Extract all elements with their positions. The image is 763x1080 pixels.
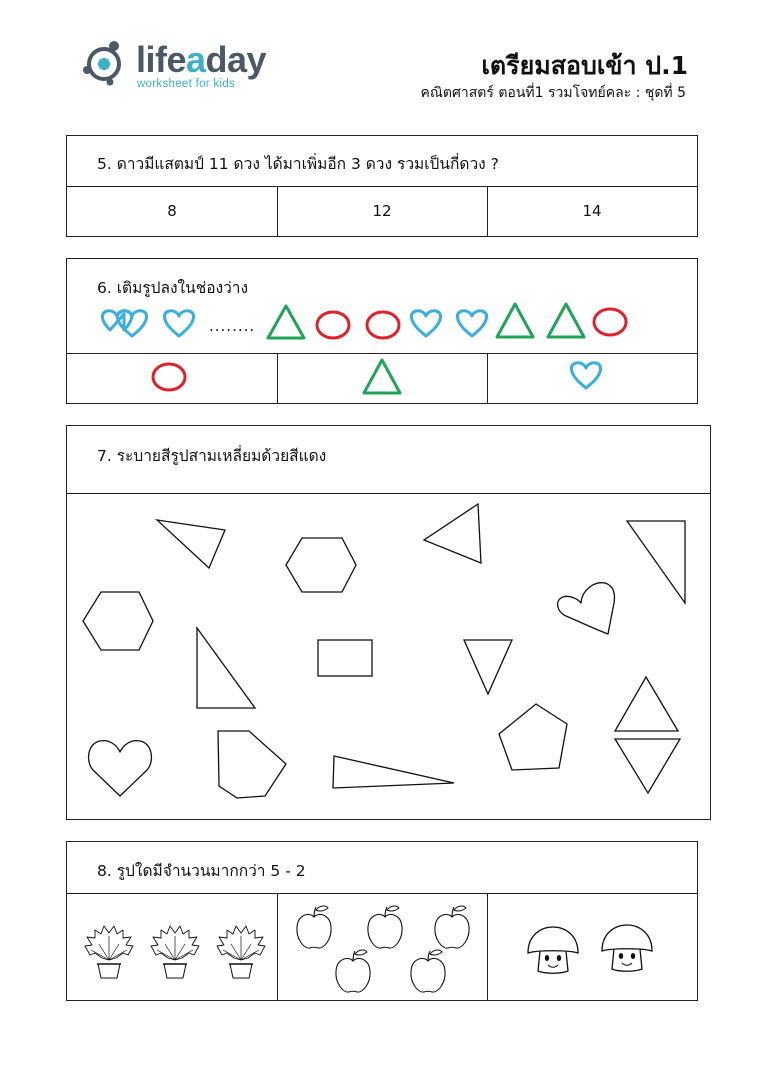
page-title: เตรียมสอบเข้า ป.1 bbox=[481, 51, 688, 80]
heart-icon bbox=[164, 311, 193, 336]
logo-molecule-icon bbox=[82, 38, 132, 88]
potted-plant-icon bbox=[151, 926, 199, 978]
triangle-shape[interactable] bbox=[157, 520, 225, 568]
heart-shape[interactable] bbox=[89, 741, 152, 796]
mushroom-group[interactable] bbox=[528, 925, 652, 973]
pattern-sequence bbox=[67, 259, 699, 405]
question-8-box bbox=[66, 841, 698, 1001]
pentagon-shape[interactable] bbox=[499, 704, 567, 770]
mushroom-icon bbox=[602, 925, 652, 971]
triangle-icon bbox=[497, 304, 533, 337]
page-subtitle: คณิตศาสตร์ ตอนที่1 รวมโจทย์คละ : ชุดที่ 5 bbox=[420, 85, 686, 101]
question-6-text: 6. เติมรูปลงในช่องว่าง bbox=[97, 279, 249, 297]
question-5-box bbox=[66, 135, 698, 237]
divider bbox=[487, 186, 488, 236]
brand-name: lifeaday bbox=[136, 39, 267, 80]
heart-shape[interactable] bbox=[558, 583, 615, 634]
circle-icon bbox=[317, 312, 349, 338]
divider bbox=[277, 186, 278, 236]
answer-option-2[interactable]: 12 bbox=[372, 202, 392, 220]
apple-icon bbox=[336, 950, 370, 992]
answer-option-1[interactable]: 8 bbox=[167, 202, 177, 220]
triangle-shape[interactable] bbox=[627, 521, 685, 603]
q8-options bbox=[67, 842, 699, 1002]
question-7-box bbox=[66, 425, 711, 820]
question-8-text: 8. รูปใดมีจำนวนมากกว่า 5 - 2 bbox=[97, 862, 306, 880]
potted-plant-icon bbox=[85, 926, 133, 978]
rectangle-shape[interactable] bbox=[318, 640, 372, 676]
triangle-shape[interactable] bbox=[197, 628, 255, 708]
triangle-shape[interactable] bbox=[615, 677, 678, 731]
option-circle-icon[interactable] bbox=[153, 364, 185, 390]
triangle-shape[interactable] bbox=[464, 640, 512, 694]
option-triangle-icon[interactable] bbox=[364, 360, 400, 393]
option-heart-icon[interactable] bbox=[571, 363, 600, 388]
brand-tagline: worksheet for kids bbox=[137, 78, 236, 90]
apple-group[interactable] bbox=[297, 906, 469, 992]
hexagon-shape[interactable] bbox=[286, 538, 356, 592]
triangle-icon bbox=[548, 304, 584, 337]
heart-icon bbox=[457, 311, 486, 336]
question-6-box bbox=[66, 258, 698, 404]
mushroom-icon bbox=[528, 927, 578, 973]
pentagon-shape[interactable] bbox=[218, 731, 286, 798]
apple-icon bbox=[368, 906, 402, 948]
question-7-text: 7. ระบายสีรูปสามเหลี่ยมด้วยสีแดง bbox=[97, 447, 327, 465]
triangle-icon bbox=[268, 306, 304, 338]
brand-logo bbox=[82, 38, 272, 96]
shapes-area bbox=[67, 426, 712, 821]
blank-placeholder: ........ bbox=[209, 317, 256, 335]
circle-icon bbox=[594, 309, 626, 335]
heart-icon bbox=[411, 311, 440, 336]
apple-icon bbox=[411, 950, 445, 992]
apple-icon bbox=[297, 906, 331, 948]
answer-option-3[interactable]: 14 bbox=[582, 202, 602, 220]
divider bbox=[67, 186, 697, 187]
triangle-shape[interactable] bbox=[424, 504, 481, 563]
question-5-text: 5. ดาวมีแสตมป์ 11 ดวง ได้มาเพิ่มอีก 3 ดวง รวมเป็นกี่ดวง ? bbox=[97, 155, 499, 173]
circle-icon bbox=[367, 312, 399, 338]
apple-icon bbox=[435, 906, 469, 948]
potted-plant-group[interactable] bbox=[85, 926, 265, 978]
hexagon-shape[interactable] bbox=[83, 592, 153, 650]
triangle-shape[interactable] bbox=[333, 756, 454, 788]
potted-plant-icon bbox=[217, 926, 265, 978]
triangle-shape[interactable] bbox=[615, 739, 680, 793]
